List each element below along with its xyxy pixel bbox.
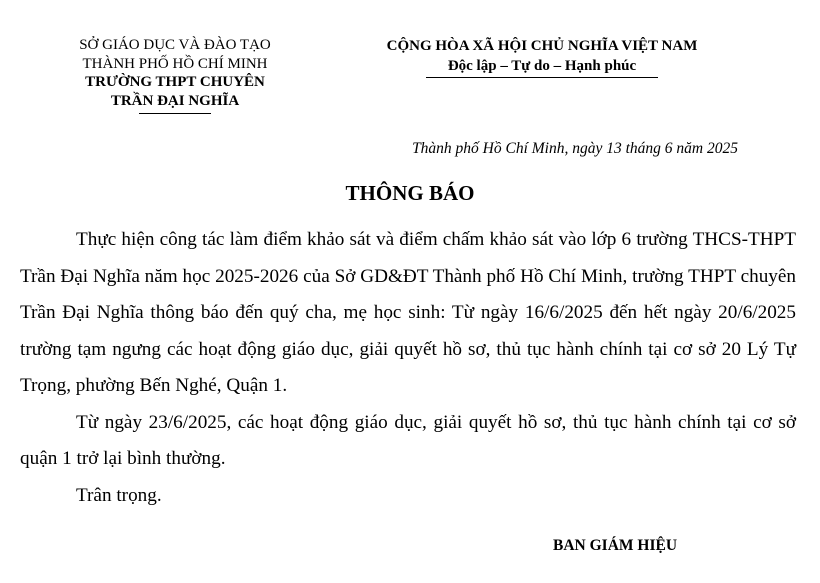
school-name-line-2: TRẦN ĐẠI NGHĨA — [110, 92, 240, 109]
issuing-agency-header — [30, 36, 320, 114]
signature-block: BAN GIÁM HIỆU — [553, 537, 678, 554]
place-and-date: Thành phố Hồ Chí Minh, ngày 13 tháng 6 năm 2025 — [412, 140, 738, 157]
closing-remark: Trân trọng. — [76, 484, 162, 506]
country-name: CỘNG HÒA XÃ HỘI CHỦ NGHĨA VIỆT NAM — [386, 38, 698, 54]
agency-underline — [139, 113, 211, 114]
national-motto-header — [322, 36, 762, 78]
school-name-line-1: TRƯỜNG THPT CHUYÊN — [85, 74, 265, 90]
body-paragraph-2: Từ ngày 23/6/2025, các hoạt động giáo dục, giải quyết hồ sơ, thủ tục hành chính tại cơ sở quận 1 trở lại bình thường. — [20, 411, 796, 469]
document-body — [20, 222, 796, 514]
body-paragraph-1: Thực hiện công tác làm điểm khảo sát và điểm chấm khảo sát vào lớp 6 trường THCS-THPT Trần Đại Nghĩa năm học 2025-2026 của Sở GD&ĐT Thành phố Hồ Chí Minh, trường THPT chuyên Trần Đại Nghĩa thông báo đến quý cha, mẹ học sinh: Từ ngày 16/6/2025 đến hết ngày 20/6/2025 trường tạm ngưng các hoạt động giáo dục, giải quyết hồ sơ, thủ tục hành chính tại cơ sở 20 Lý Tự Trọng, phường Bến Nghé, Quận 1. — [20, 229, 796, 396]
document-title: THÔNG BÁO — [345, 181, 475, 205]
national-motto: Độc lập – Tự do – Hạnh phúc — [447, 58, 637, 74]
motto-underline — [426, 77, 658, 78]
agency-line-1: SỞ GIÁO DỤC VÀ ĐÀO TẠO — [79, 37, 271, 53]
agency-line-2: THÀNH PHỐ HỒ CHÍ MINH — [82, 55, 268, 72]
